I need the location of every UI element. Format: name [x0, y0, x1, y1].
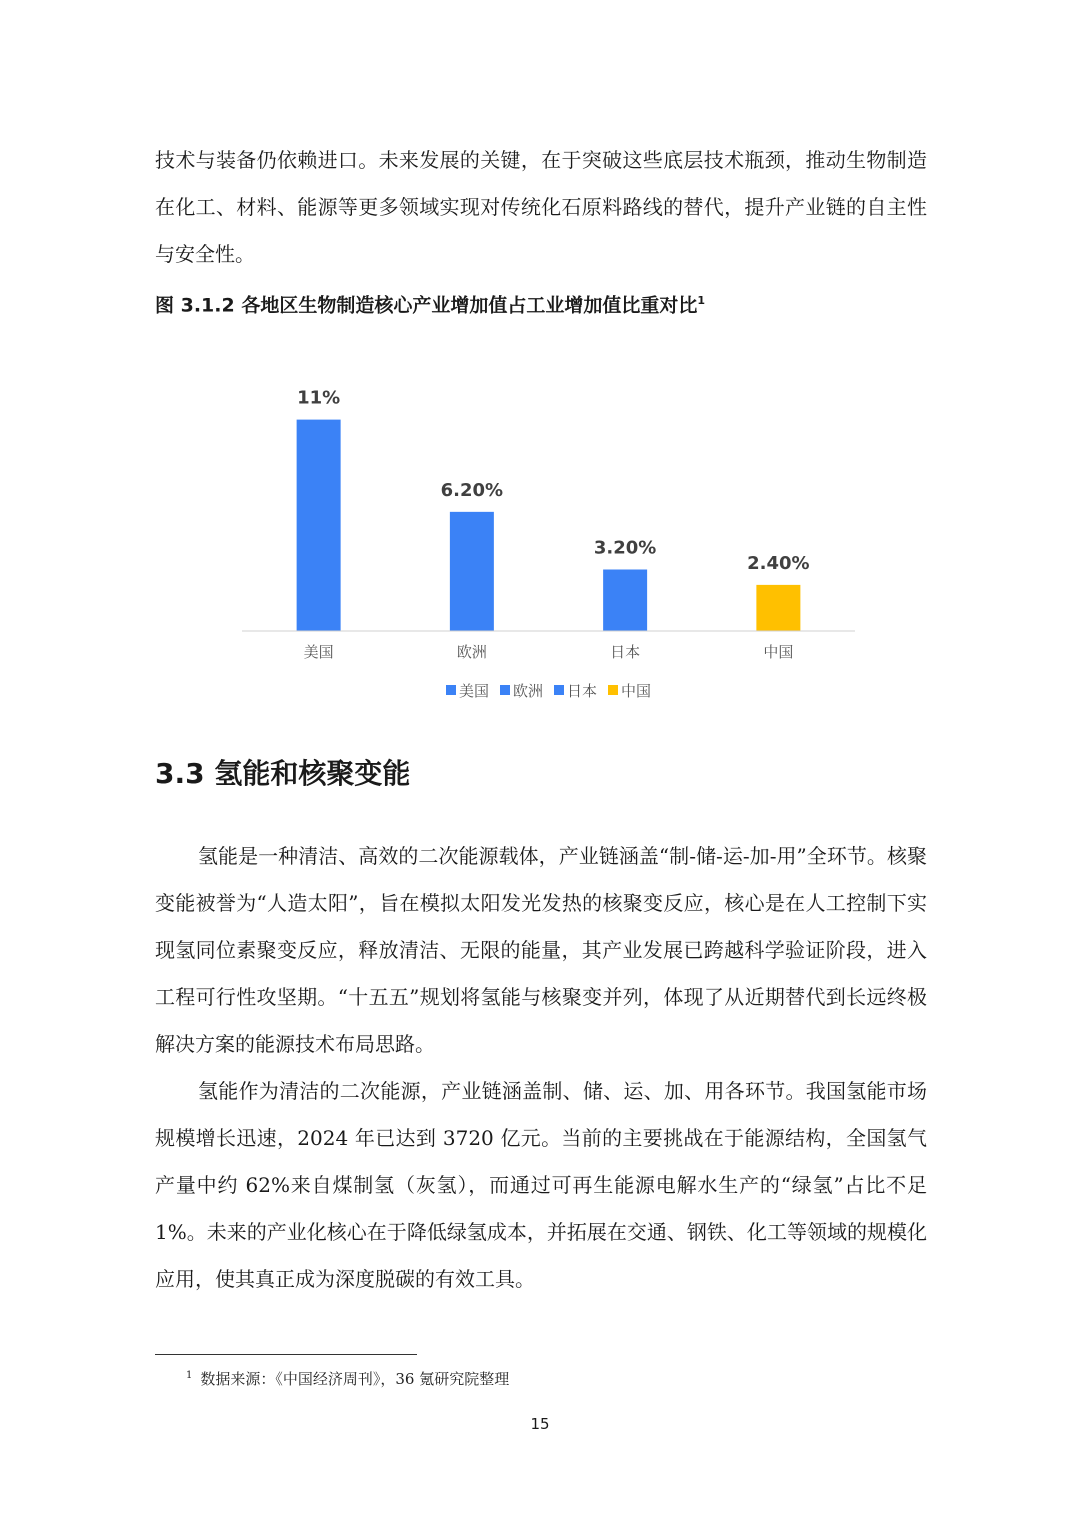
bar-chart	[230, 370, 870, 715]
section-paragraph-1: 氢能是一种清洁、高效的二次能源载体，产业链涵盖“制-储-运-加-用”全环节。核聚变能被誉为“人造太阳”，旨在模拟太阳发光发热的核聚变反应，核心是在人工控制下实现氢同位素聚变反应，释放清洁、无限的能量，其产业发展已跨越科学验证阶段，进入工程可行性攻坚期。“十五五”规划将氢能与核聚变并列，体现了从近期替代到长远终极解决方案的能源技术布局思路。	[155, 844, 927, 1056]
legend-swatch-4	[608, 685, 618, 695]
footnote-text: 数据来源：《中国经济周刊》，36 氪研究院整理	[200, 1370, 510, 1388]
category-label-4: 中国	[763, 643, 794, 661]
footnote-divider	[155, 1354, 417, 1355]
data-label-2: 6.20%	[440, 479, 504, 501]
bar-3	[603, 570, 647, 631]
data-label-1: 11%	[297, 387, 341, 409]
legend-label-3: 日本	[567, 682, 598, 700]
legend-swatch-3	[554, 685, 564, 695]
legend-swatch-2	[500, 685, 510, 695]
data-label-3: 3.20%	[593, 537, 657, 559]
page-number: 15	[530, 1415, 550, 1433]
figure-footnote-ref: 1	[697, 294, 705, 307]
legend-label-1: 美国	[459, 682, 490, 700]
intro-paragraph: 技术与装备仍依赖进口。未来发展的关键，在于突破这些底层技术瓶颈，推动生物制造在化工、材料、能源等更多领域实现对传统化石原料路线的替代，提升产业链的自主性与安全性。	[155, 148, 927, 266]
figure-caption	[155, 286, 705, 320]
category-label-1: 美国	[303, 643, 334, 661]
section-heading: 3.3 氢能和核聚变能	[155, 757, 411, 790]
bar-4	[756, 585, 800, 631]
legend-label-4: 中国	[621, 682, 652, 700]
data-label-4: 2.40%	[747, 552, 810, 574]
bar-2	[450, 512, 494, 631]
legend-swatch-1	[446, 685, 456, 695]
category-label-3: 日本	[610, 643, 641, 661]
footnote	[186, 1364, 509, 1391]
section-paragraph-2: 氢能作为清洁的二次能源，产业链涵盖制、储、运、加、用各环节。我国氢能市场规模增长迅速，2024 年已达到 3720 亿元。当前的主要挑战在于能源结构，全国氢气产量中约 62%来自煤制氢（灰氢），而通过可再生能源电解水生产的“绿氢”占比不足 1%。未来的产业化核心在于降低绿氢成本，并拓展在交通、钢铁、化工等领域的规模化应用，使其真正成为深度脱碳的有效工具。	[155, 1079, 927, 1291]
legend-label-2: 欧洲	[513, 682, 544, 700]
bar-1	[297, 420, 341, 631]
bar-group	[297, 388, 810, 661]
chart-legend	[446, 682, 651, 700]
figure-caption-text: 图 3.1.2 各地区生物制造核心产业增加值占工业增加值比重对比	[155, 294, 698, 317]
footnote-marker: 1	[186, 1370, 193, 1381]
category-label-2: 欧洲	[456, 643, 487, 661]
